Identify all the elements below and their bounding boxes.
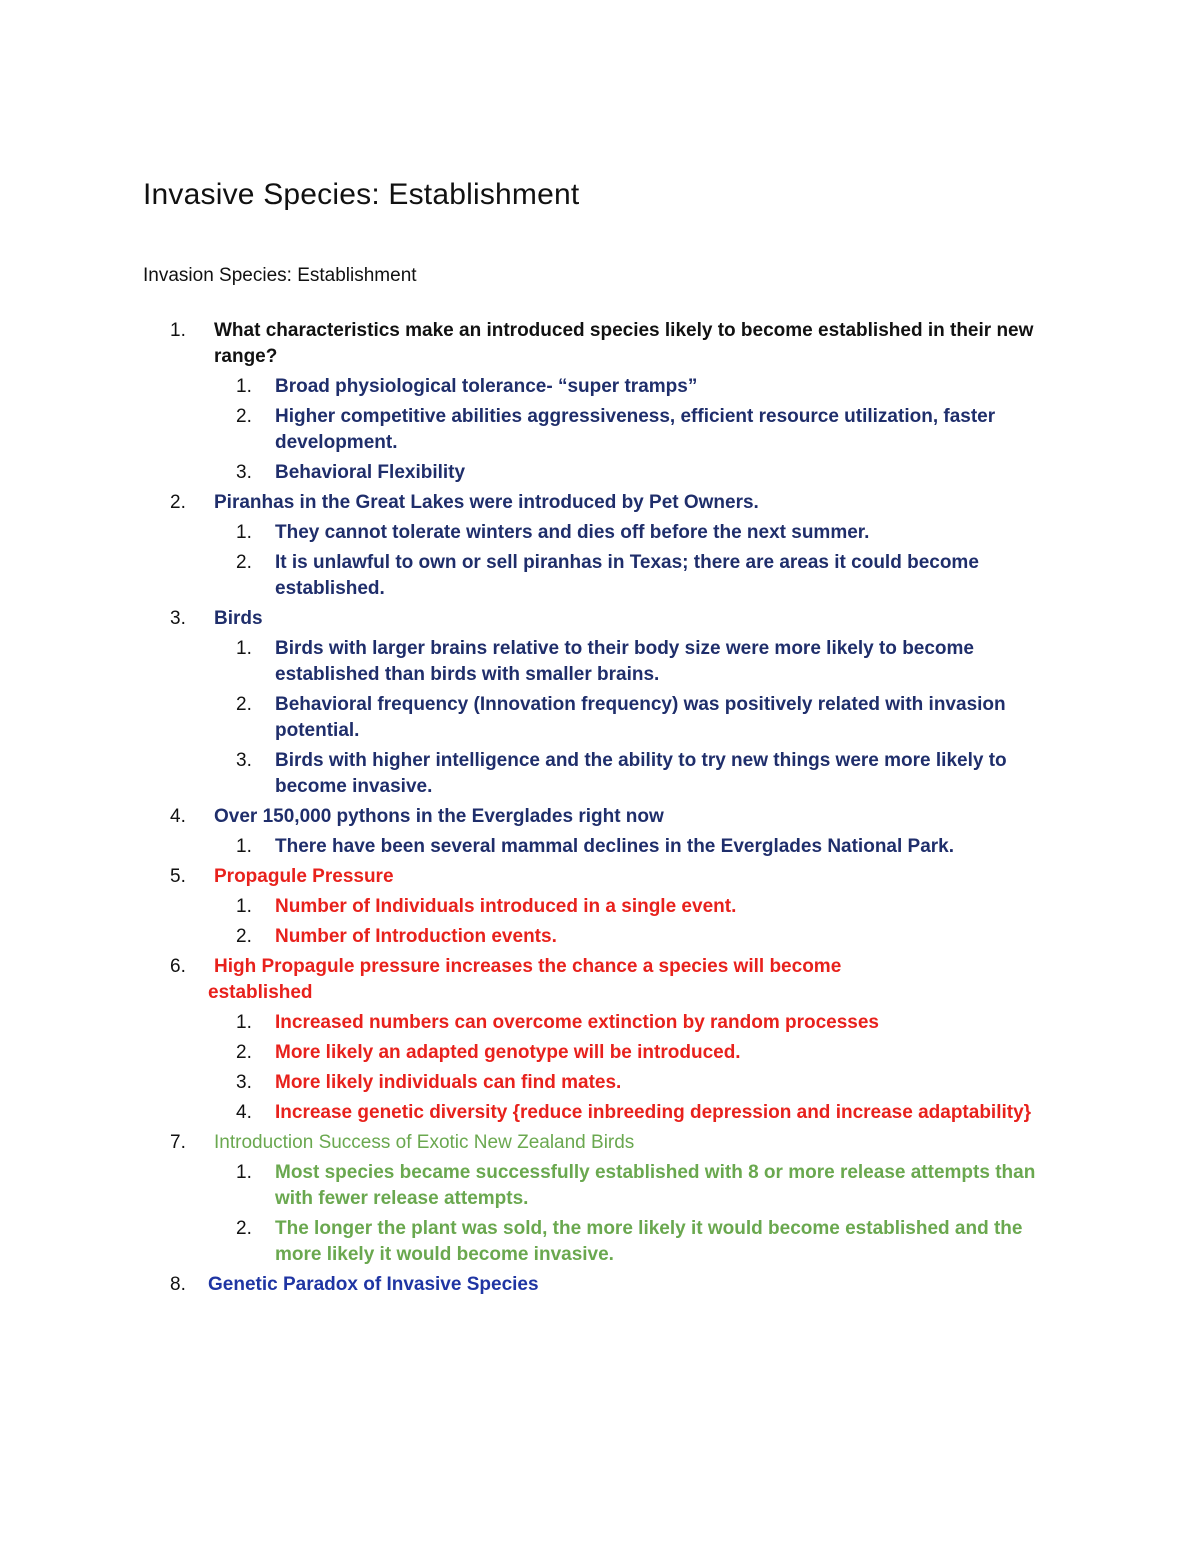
sub-list-item-number: 2. [236,926,252,947]
sub-list-item-text: There have been several mammal declines in the Everglades National Park. [275,836,955,857]
sub-list-item [0,692,1200,744]
sub-list-item-text: Most species became successfully established with 8 or more release attempts than with fewer release attempts. [275,1162,1036,1209]
sub-list-item-number: 1. [236,1012,252,1033]
sub-list-item-number: 4. [236,1102,252,1123]
sub-list-item [0,1160,1200,1212]
list-item [0,606,1200,632]
list-item-number: 2. [170,492,186,513]
sub-list-item-text: The longer the plant was sold, the more likely it would become established and the more likely it would become invasive. [275,1218,1023,1265]
sub-list-item-number: 3. [236,462,252,483]
list-item [0,1130,1200,1156]
sub-list-item-number: 1. [236,896,252,917]
list-item-number: 1. [170,320,186,341]
sub-list-item-text: It is unlawful to own or sell piranhas in Texas; there are areas it could become established. [275,552,979,599]
sub-list-item-number: 1. [236,376,252,397]
list-item-number: 5. [170,866,186,887]
sub-list-item [0,1010,1200,1036]
sub-list-item [0,748,1200,800]
sub-list-item [0,1100,1200,1126]
list-item [0,318,1200,370]
sub-list-item [0,374,1200,400]
sub-list-item-text: Increased numbers can overcome extinction by random processes [275,1012,880,1033]
sub-list-item-number: 3. [236,750,252,771]
list-item-text: Piranhas in the Great Lakes were introduced by Pet Owners. [214,492,759,513]
sub-list-item-number: 2. [236,406,252,427]
list-item-text [208,954,1048,1006]
sub-list-item [0,404,1200,456]
sub-list-item-text: Birds with larger brains relative to their body size were more likely to become established than birds with smaller brains. [275,638,975,685]
document-subtitle: Invasion Species: Establishment [143,265,417,286]
list-item-text: What characteristics make an introduced species likely to become established in their new range? [214,320,1034,367]
list-item-text-line2: established [208,982,313,1003]
list-item-number: 4. [170,806,186,827]
sub-list-item-number: 2. [236,552,252,573]
sub-list-item [0,520,1200,546]
sub-list-item-text: More likely an adapted genotype will be introduced. [275,1042,741,1063]
sub-list-item-text: Higher competitive abilities aggressiveness, efficient resource utilization, faster development. [275,406,996,453]
list-item-text: Genetic Paradox of Invasive Species [208,1274,539,1295]
sub-list-item-number: 1. [236,522,252,543]
sub-list-item-text: Number of Individuals introduced in a single event. [275,896,737,917]
sub-list-item [0,834,1200,860]
list-item [0,804,1200,830]
sub-list-item-text: Increase genetic diversity {reduce inbreeding depression and increase adaptability} [275,1102,1032,1123]
sub-list-item [0,460,1200,486]
outline-list [0,318,1200,1302]
sub-list-item-text: Behavioral Flexibility [275,462,466,483]
sub-list-item-number: 2. [236,694,252,715]
list-item [0,864,1200,890]
list-item-text: Over 150,000 pythons in the Everglades right now [214,806,664,827]
list-item-text: Propagule Pressure [214,866,394,887]
list-item [0,1272,1200,1298]
sub-list-item [0,1070,1200,1096]
sub-list-item-text: Number of Introduction events. [275,926,557,947]
sub-list-item [0,924,1200,950]
sub-list-item-number: 2. [236,1218,252,1239]
list-item-text: Birds [214,608,263,629]
sub-list-item-number: 3. [236,1072,252,1093]
list-item [0,954,1200,1006]
sub-list-item [0,636,1200,688]
sub-list-item-number: 2. [236,1042,252,1063]
sub-list-item-text: They cannot tolerate winters and dies off before the next summer. [275,522,870,543]
sub-list-item-text: More likely individuals can find mates. [275,1072,622,1093]
list-item-number: 8. [170,1274,186,1295]
sub-list-item-number: 1. [236,836,252,857]
list-item-text: Introduction Success of Exotic New Zealand Birds [214,1132,635,1153]
sub-list-item-text: Behavioral frequency (Innovation frequency) was positively related with invasion potential. [275,694,1006,741]
sub-list-item [0,1040,1200,1066]
sub-list-item-text: Birds with higher intelligence and the ability to try new things were more likely to become invasive. [275,750,1007,797]
sub-list-item [0,550,1200,602]
list-item-number: 6. [170,956,186,977]
sub-list-item-number: 1. [236,638,252,659]
list-item-text-line1: High Propagule pressure increases the chance a species will become [214,956,842,977]
sub-list-item [0,894,1200,920]
list-item-number: 3. [170,608,186,629]
sub-list-item-number: 1. [236,1162,252,1183]
list-item [0,490,1200,516]
sub-list-item-text: Broad physiological tolerance- “super tramps” [275,376,698,397]
list-item-number: 7. [170,1132,186,1153]
sub-list-item [0,1216,1200,1268]
document-title: Invasive Species: Establishment [143,178,580,211]
